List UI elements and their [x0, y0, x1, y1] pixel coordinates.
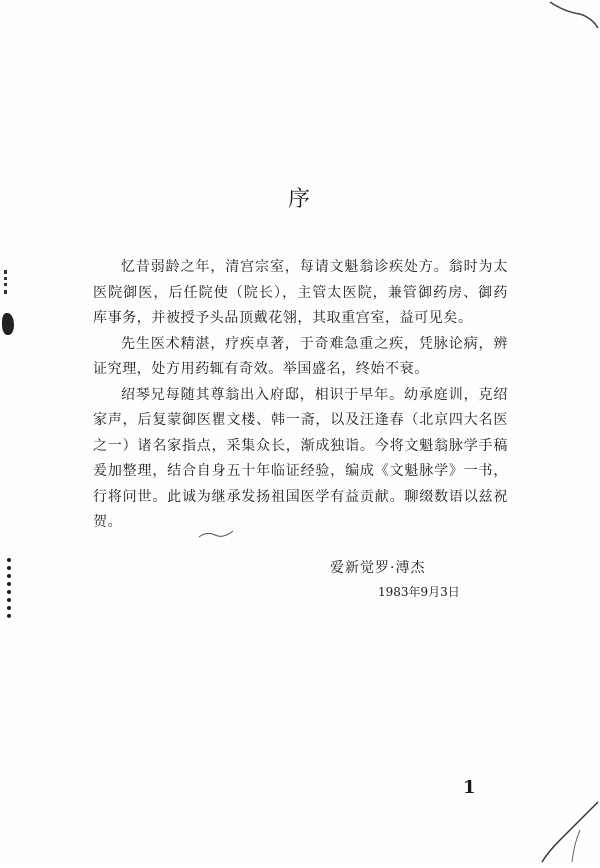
scan-mark	[7, 558, 17, 618]
paragraph: 先生医术精湛，疗疾卓著，于奇难急重之疾，凭脉论病，辨证究理，处方用药辄有奇效。举国盛名，终始不衰。	[93, 335, 508, 377]
paragraph: 忆昔弱龄之年，清宫宗室，每请文魁翁诊疾处方。翁时为太医院御医，后任院使（院长），主管太医院，兼管御药房、御药库事务，并被授予头品顶戴花翎，其取重宫室，益可见矣。	[93, 259, 508, 326]
ink-blot	[2, 313, 14, 335]
page-corner-curl	[540, 0, 600, 34]
page-corner-fold	[520, 800, 600, 868]
paragraph: 绍琴兄每随其尊翁出入府邸，相识于早年。幼承庭训，克绍家声，后复蒙御医瞿文楼、韩一斋，以及汪逢春（北京四大名医之一）诸名家指点，采集众长，渐成独诣。今将文魁翁脉学手稿爰加整理，结合自身五十年临证经验，编成《文魁脉学》一书，行将问世。此诚为继承发扬祖国医学有益贡献。聊缀数语以兹祝贺。	[93, 386, 508, 530]
signature: 爱新觉罗·溥杰	[330, 560, 426, 576]
page-number: 1	[463, 777, 476, 798]
preface-body	[93, 255, 508, 536]
date: 1983年9月3日	[378, 585, 460, 599]
page-title: 序	[287, 187, 312, 212]
scan-mark	[4, 270, 13, 294]
pen-stroke	[197, 526, 237, 545]
